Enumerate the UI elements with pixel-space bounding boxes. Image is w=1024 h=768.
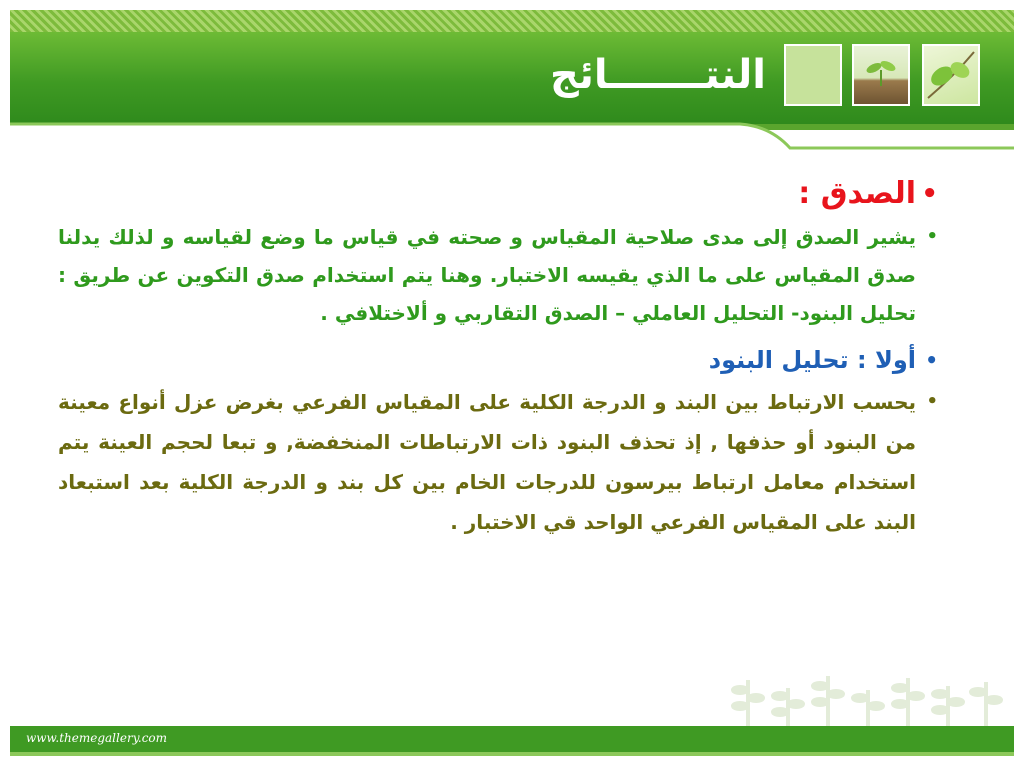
slide-content: [58, 170, 938, 542]
sprouts-decoration: [728, 668, 1008, 728]
footer-edge: [10, 752, 1014, 756]
items-analysis-text: يحسب الارتباط بين البند و الدرجة الكلية على المقياس الفرعي بغرض عزل أنواع معينة من البنود أو حذفها , إذ تحذف البنود ذات الارتباطات المنخفضة, و تبعا لحجم العينة يتم استخدام معامل ارتباط بيرسون للدرجات الخام بين كل بند و الدرجة الكلية بعد استبعاد البند على المقياس الفرعي الواحد قي الاختبار .: [58, 390, 916, 534]
bullet-icon: •: [926, 391, 938, 412]
items-text-item: [58, 382, 938, 542]
items-heading-item: [58, 338, 938, 382]
bullet-icon: •: [925, 348, 938, 372]
bullet-icon: •: [921, 179, 938, 209]
validity-text: يشير الصدق إلى مدى صلاحية المقياس و صحته في قياس ما وضع لقياسه و لذلك يدلنا صدق المقياس على ما الذي يقيسه الاختبار. وهنا يتم استخدام صدق التكوين عن طريق : تحليل البنود- التحليل العاملي – الصدق التقاربي و ألاختلافي .: [58, 225, 916, 325]
header-thumbnail-plain: [784, 44, 842, 106]
header-pattern-strip: [10, 10, 1014, 32]
footer-website-link[interactable]: www.themegallery.com: [26, 731, 168, 745]
bullet-icon: •: [926, 226, 938, 247]
page-title: النتـــــــائج: [550, 52, 766, 98]
sprout-icon: [854, 46, 908, 104]
validity-text-item: [58, 218, 938, 332]
validity-heading: الصدق :: [798, 176, 916, 211]
validity-heading-item: [58, 170, 938, 218]
header-thumbnail-leaves: [922, 44, 980, 106]
items-analysis-heading: أولا : تحليل البنود: [708, 346, 916, 374]
leaf-icon: [924, 46, 978, 104]
header-thumbnail-sprout: [852, 44, 910, 106]
